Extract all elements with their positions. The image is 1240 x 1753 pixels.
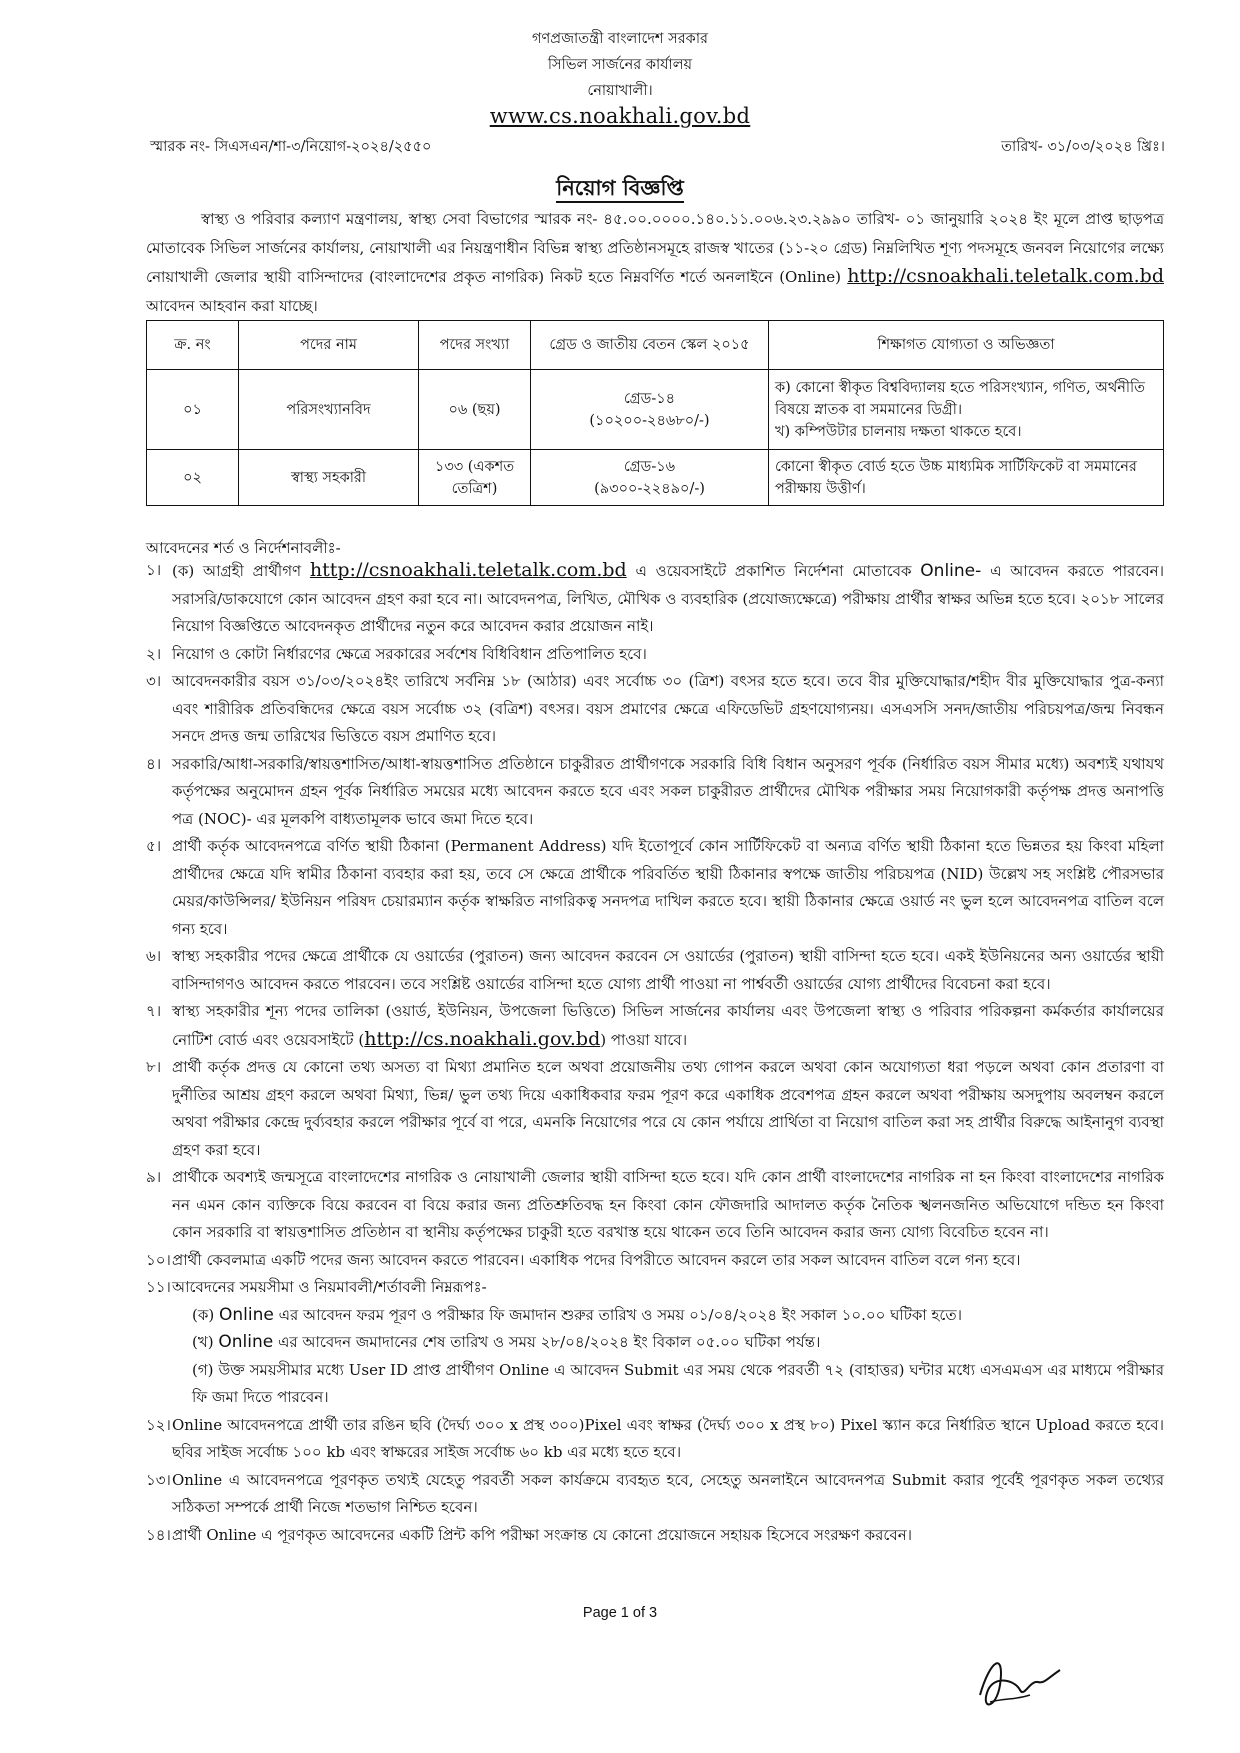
cell-count: ০৬ (ছয়) — [419, 370, 531, 450]
page-title: নিয়োগ বিজ্ঞপ্তি — [0, 172, 1240, 207]
cell-post: পরিসংখ্যানবিদ — [239, 370, 419, 450]
table-row — [147, 450, 1164, 506]
district-name: নোয়াখালী। — [587, 83, 653, 99]
table-header-row — [147, 321, 1164, 370]
schedule-sublist — [172, 1302, 1164, 1412]
cell-serial: ০১ — [147, 370, 239, 450]
signature-icon — [960, 1640, 1070, 1720]
list-item: ৫। প্রার্থী কর্তৃক আবেদনপত্রে বর্ণিত স্থায়ী ঠিকানা (Permanent Address) যদি ইতোপূর্বে কোন সার্টিফিকেট বা অন্যত্র বর্ণিত স্থায়ী ঠিকানা হতে ভিন্নতর হয় কিংবা মহিলা প্রার্থীদের ক্ষেত্রে যদি স্বামীর ঠিকানা ব্যবহার করা হয়, তবে সে ক্ষেত্রে প্রার্থীকে পরিবর্তিত স্থায়ী ঠিকানার স্বপক্ষে জাতীয় পরিচয়পত্র (NID) উল্লেখ সহ সংশ্লিষ্ট পৌরসভার মেয়র/কাউন্সিলর/ ইউনিয়ন পরিষদ চেয়ারম্যান কর্তৃক স্বাক্ষরিত নাগরিকত্ব সনদপত্র দাখিল করতে হবে। স্থায়ী ঠিকানার ক্ষেত্রে ওয়ার্ড নং ভুল হলে আবেদনপত্র বাতিল বলে গন্য হবে। — [146, 837, 1164, 938]
govt-name: গণপ্রজাতন্ত্রী বাংলাদেশ সরকার — [531, 31, 708, 47]
cell-qualification: কোনো স্বীকৃত বোর্ড হতে উচ্চ মাধ্যমিক সার্টিফিকেট বা সমমানের পরীক্ষায় উত্তীর্ণ। — [769, 450, 1164, 506]
memo-date: তারিখ- ৩১/০৩/২০২৪ খ্রিঃ। — [1001, 139, 1165, 155]
sub-item: (খ) Online এর আবেদন জমাদানের শেষ তারিখ ও সময় ২৮/০৪/২০২৪ ইং বিকাল ০৫.০০ ঘটিকা পর্যন্ত। — [192, 1332, 821, 1352]
list-item: ১১। আবেদনের সময়সীমা ও নিয়মাবলী/শর্তাবলী নিম্নরূপঃ- (ক) Online এর আবেদন ফরম পূরণ ও পরীক্ষার ফি জমাদান শুরুর তারিখ ও সময় ০১/০৪/২০২৪ ইং সকাল ১০.০০ ঘটিকা হতে। (খ) Online এর আবেদন জমাদানের শেষ তারিখ ও সময় ২৮/০৪/২০২৪ ইং বিকাল ০৫.০০ ঘটিকা পর্যন্ত। (গ) উক্ত সময়সীমার মধ্যে User ID প্রাপ্ত প্রার্থীগণ Online এ আবেদন Submit এর সময় থেকে পরবর্তী ৭২ (বাহাত্তর) ঘন্টার মধ্যে এসএমএস এর মাধ্যমে পরীক্ষার ফি জমা দিতে পারবেন। — [146, 1274, 1164, 1412]
list-item: ২। নিয়োগ ও কোটা নির্ধারণের ক্ষেত্রে সরকারের সর্বশেষ বিধিবিধান প্রতিপালিত হবে। — [146, 644, 647, 663]
conditions-list — [146, 557, 1164, 1549]
posts-table — [146, 320, 1164, 506]
sub-item: (গ) উক্ত সময়সীমার মধ্যে User ID প্রাপ্ত প্রার্থীগণ Online এ আবেদন Submit এর সময় থেকে পরবর্তী ৭২ (বাহাত্তর) ঘন্টার মধ্যে এসএমএস এর মাধ্যমে পরীক্ষার ফি জমা দিতে পারবেন। — [192, 1360, 1164, 1406]
list-item: ১৪। প্রার্থী Online এ পূরণকৃত আবেদনের একটি প্রিন্ট কপি পরীক্ষা সংক্রান্ত যে কোনো প্রয়োজনে সহায়ক হিসেবে সংরক্ষণ করবেন। — [146, 1525, 913, 1544]
list-item: ৯। প্রার্থীকে অবশ্যই জন্মসূত্রে বাংলাদেশের নাগরিক ও নোয়াখালী জেলার স্থায়ী বাসিন্দা হতে হবে। যদি কোন প্রার্থী বাংলাদেশের নাগরিক না হন কিংবা বাংলাদেশের নাগরিক নন এমন কোন ব্যক্তিকে বিয়ে করবেন বা বিয়ে করার জন্য প্রতিশ্রুতিবদ্ধ হন কিংবা কোন ফৌজদারি আদালত কর্তৃক নৈতিক স্খলনজনিত অভিযোগে দন্ডিত হন কিংবা কোন সরকারি বা স্বায়ত্তশাসিত প্রতিষ্ঠান বা স্থানীয় কর্তৃপক্ষের চাকুরী হতে বরখাস্ত হয়ে থাকেন তবে তিনি আবেদন করার জন্য যোগ্য বিবেচিত হবেন না। — [146, 1168, 1164, 1241]
cell-count: ১৩৩ (একশত তেত্রিশ) — [419, 450, 531, 506]
cell-grade: গ্রেড-১৪ (১০২০০-২৪৬৮০/-) — [531, 370, 769, 450]
website-link[interactable]: www.cs.noakhali.gov.bd — [489, 104, 751, 128]
list-item: ৭। স্বাস্থ্য সহকারীর শূন্য পদের তালিকা (ওয়ার্ড, ইউনিয়ন, উপজেলা ভিত্তিতে) সিভিল সার্জনের কার্যালয় এবং উপজেলা স্বাস্থ্য ও পরিবার পরিকল্পনা কর্মকর্তার কার্যালয়ের নোটিশ বোর্ড এবং ওয়েবসাইটে (http://cs.noakhali.gov.bd) পাওয়া যাবে। — [146, 1002, 1164, 1050]
cell-grade: গ্রেড-১৬ (৯৩০০-২২৪৯০/-) — [531, 450, 769, 506]
list-item: ৩। আবেদনকারীর বয়স ৩১/০৩/২০২৪ইং তারিখে সর্বনিম্ন ১৮ (আঠার) এবং সর্বোচ্চ ৩০ (ত্রিশ) বৎসর হতে হবে। তবে বীর মুক্তিযোদ্ধার/শহীদ বীর মুক্তিযোদ্ধার পুত্র-কন্যা এবং শারীরিক প্রতিবন্ধিদের ক্ষেত্রে বয়স সর্বোচ্চ ৩২ (বত্রিশ) বৎসর। বয়স প্রমাণের ক্ষেত্রে এফিডেভিট গ্রহণযোগ্যনয়। এসএসসি সনদ/জাতীয় পরিচয়পত্র/জন্ম নিবন্ধন সনদে প্রদত্ত জন্ম তারিখের ভিত্তিতে বয়স প্রমাণিত হবে। — [146, 672, 1164, 745]
list-item: ১৩। Online এ আবেদনপত্রে পূরণকৃত তথ্যই যেহেতু পরবর্তী সকল কার্যক্রমে ব্যবহৃত হবে, সেহেতু অনলাইনে আবেদনপত্র Submit করার পূর্বেই পূরণকৃত সকল তথ্যের সঠিকতা সম্পর্কে প্রার্থী নিজে শতভাগ নিশ্চিত হবেন। — [146, 1470, 1164, 1516]
list-item: ১০। প্রার্থী কেবলমাত্র একটি পদের জন্য আবেদন করতে পারবেন। একাধিক পদের বিপরীতে আবেদন করলে তার সকল আবেদন বাতিল বলে গন্য হবে। — [146, 1250, 1021, 1269]
page-number: Page 1 of 3 — [582, 1605, 658, 1621]
list-item: ১। (ক) আগ্রহী প্রার্থীগণ http://csnoakhali.teletalk.com.bd এ ওয়েবসাইটে প্রকাশিত নির্দেশনা মোতাবেক Online- এ আবেদন করতে পারবেন। সরাসরি/ডাকযোগে কোন আবেদন গ্রহণ করা হবে না। আবেদনপত্র, লিখিত, মৌখিক ও ব্যবহারিক (প্রযোজ্যক্ষেত্রে) পরীক্ষায় প্রার্থীর স্বাক্ষর অভিন্ন হতে হবে। ২০১৮ সালের নিয়োগ বিজ্ঞপ্তিতে আবেদনকৃত প্রার্থীদের নতুন করে আবেদন করার প্রয়োজন নাই। — [146, 559, 1164, 635]
application-link[interactable]: http://csnoakhali.teletalk.com.bd — [309, 559, 627, 581]
cell-serial: ০২ — [147, 450, 239, 506]
col-header-count: পদের সংখ্যা — [419, 321, 531, 370]
sub-item: (ক) Online এর আবেদন ফরম পূরণ ও পরীক্ষার ফি জমাদান শুরুর তারিখ ও সময় ০১/০৪/২০২৪ ইং সকাল ১০.০০ ঘটিকা হতে। — [192, 1304, 963, 1325]
col-header-grade: গ্রেড ও জাতীয় বেতন স্কেল ২০১৫ — [531, 321, 769, 370]
list-item: ৪। সরকারি/আধা-সরকারি/স্বায়ত্তশাসিত/আধা-স্বায়ত্তশাসিত প্রতিষ্ঠানে চাকুরীরত প্রার্থীগণকে সরকারি বিধি বিধান অনুসরণ পূর্বক (নির্ধারিত বয়স সীমার মধ্যে) অবশ্যই যথাযথ কর্তৃপক্ষের অনুমোদন গ্রহন পূর্বক নির্ধারিত সময়ের মধ্যে আবেদন করতে হবে এবং সকল চাকুরীরত প্রার্থীদের মৌখিক পরীক্ষার সময় নিয়োগকারী কর্তৃপক্ষ প্রদত্ত অনাপত্তি পত্র (NOC)- এর মূলকপি বাধ্যতামূলক ভাবে জমা দিতে হবে। — [146, 754, 1164, 828]
list-item: ৮। প্রার্থী কর্তৃক প্রদত্ত যে কোনো তথ্য অসত্য বা মিথ্যা প্রমানিত হলে অথবা প্রয়োজনীয় তথ্য গোপন করলে অথবা কোন অযোগ্যতা ধরা পড়লে অথবা কোন প্রতারণা বা দুর্নীতির আশ্রয় গ্রহণ করলে অথবা মিথ্যা, ভিন্ন/ ভুল তথ্য দিয়ে একাধিকবার ফরম পূরণ করে একাধিক প্রবেশপত্র গ্রহন করলে অথবা পরীক্ষায় অসদুপায় অবলম্বন করলে অথবা পরীক্ষার কেন্দ্রে দুর্ব্যবহার করলে পরীক্ষার পূর্বে বা পরে, এমনকি নিয়োগের পরে যে কোন পর্যায়ে প্রার্থিতা বা নিয়োগ বাতিল করা সহ প্রার্থীর বিরুদ্ধে আইনানুগ ব্যবস্থা গ্রহণ করা হবে। — [146, 1058, 1164, 1159]
intro-paragraph: স্বাস্থ্য ও পরিবার কল্যাণ মন্ত্রণালয়, স্বাস্থ্য সেবা বিভাগের স্মারক নং- ৪৫.০০.০০০০.১৪০.১১.০০৬.২৩.২৯৯০ তারিখ- ০১ জানুয়ারি ২০২৪ ইং মূলে প্রাপ্ত ছাড়পত্র মোতাবেক সিভিল সার্জনের কার্যালয়, নোয়াখালী এর নিয়ন্ত্রণাধীন বিভিন্ন স্বাস্থ্য প্রতিষ্ঠানসমূহে রাজস্ব খাতের (১১-২০ গ্রেড) নিম্নলিখিত শূণ্য পদসমূহে জনবল নিয়োগের লক্ষ্যে নোয়াখালী জেলার স্থায়ী বাসিন্দাদের (বাংলাদেশের প্রকৃত নাগরিক) নিকট হতে নিম্নবর্ণিত শর্তে অনলাইনে (Online) http://csnoakhali.teletalk.com.bd আবেদন আহবান করা যাচ্ছে। — [146, 210, 1164, 315]
list-item: ৬। স্বাস্থ্য সহকারীর পদের ক্ষেত্রে প্রার্থীকে যে ওয়ার্ডের (পুরাতন) জন্য আবেদন করবেন সে ওয়ার্ডের (পুরাতন) স্থায়ী বাসিন্দা হতে হবে। একই ইউনিয়নের অন্য ওয়ার্ডের স্থায়ী বাসিন্দাগণও আবেদন করতে পারবেন। তবে সংশ্লিষ্ট ওয়ার্ডের বাসিন্দা হতে যোগ্য প্রার্থী পাওয়া না পার্শ্ববর্তী ওয়ার্ডের যোগ্য প্রার্থীদের বিবেচনা করা হবে। — [146, 947, 1164, 993]
cell-post: স্বাস্থ্য সহকারী — [239, 450, 419, 506]
cell-qualification: ক) কোনো স্বীকৃত বিশ্ববিদ্যালয় হতে পরিসংখ্যান, গণিত, অর্থনীতি বিষয়ে স্নাতক বা সমমানের ডিগ্রী। খ) কম্পিউটার চালনায় দক্ষতা থাকতে হবে। — [769, 370, 1164, 450]
list-item: ১২। Online আবেদনপত্রে প্রার্থী তার রঙিন ছবি (দৈর্ঘ্য ৩০০ x প্রস্থ ৩০০)Pixel এবং স্বাক্ষর (দৈর্ঘ্য ৩০০ x প্রস্থ ৮০) Pixel স্ক্যান করে নির্ধারিত স্থানে Upload করতে হবে। ছবির সাইজ সর্বোচ্চ ১০০ kb এবং স্বাক্ষরের সাইজ সর্বোচ্চ ৬০ kb এর মধ্যে হতে হবে। — [146, 1415, 1164, 1461]
memo-number: স্মারক নং- সিএসএন/শা-৩/নিয়োগ-২০২৪/২৫৫০ — [150, 139, 432, 155]
col-header-serial: ক্র. নং — [147, 321, 239, 370]
office-name: সিভিল সার্জনের কার্যালয় — [547, 57, 693, 73]
conditions-title: আবেদনের শর্ত ও নির্দেশনাবলীঃ- — [146, 539, 341, 557]
table-row — [147, 370, 1164, 450]
col-header-qualification: শিক্ষাগত যোগ্যতা ও অভিজ্ঞতা — [769, 321, 1164, 370]
col-header-post: পদের নাম — [239, 321, 419, 370]
application-link[interactable]: http://csnoakhali.teletalk.com.bd — [847, 265, 1164, 287]
website-link[interactable]: http://cs.noakhali.gov.bd — [364, 1027, 601, 1050]
